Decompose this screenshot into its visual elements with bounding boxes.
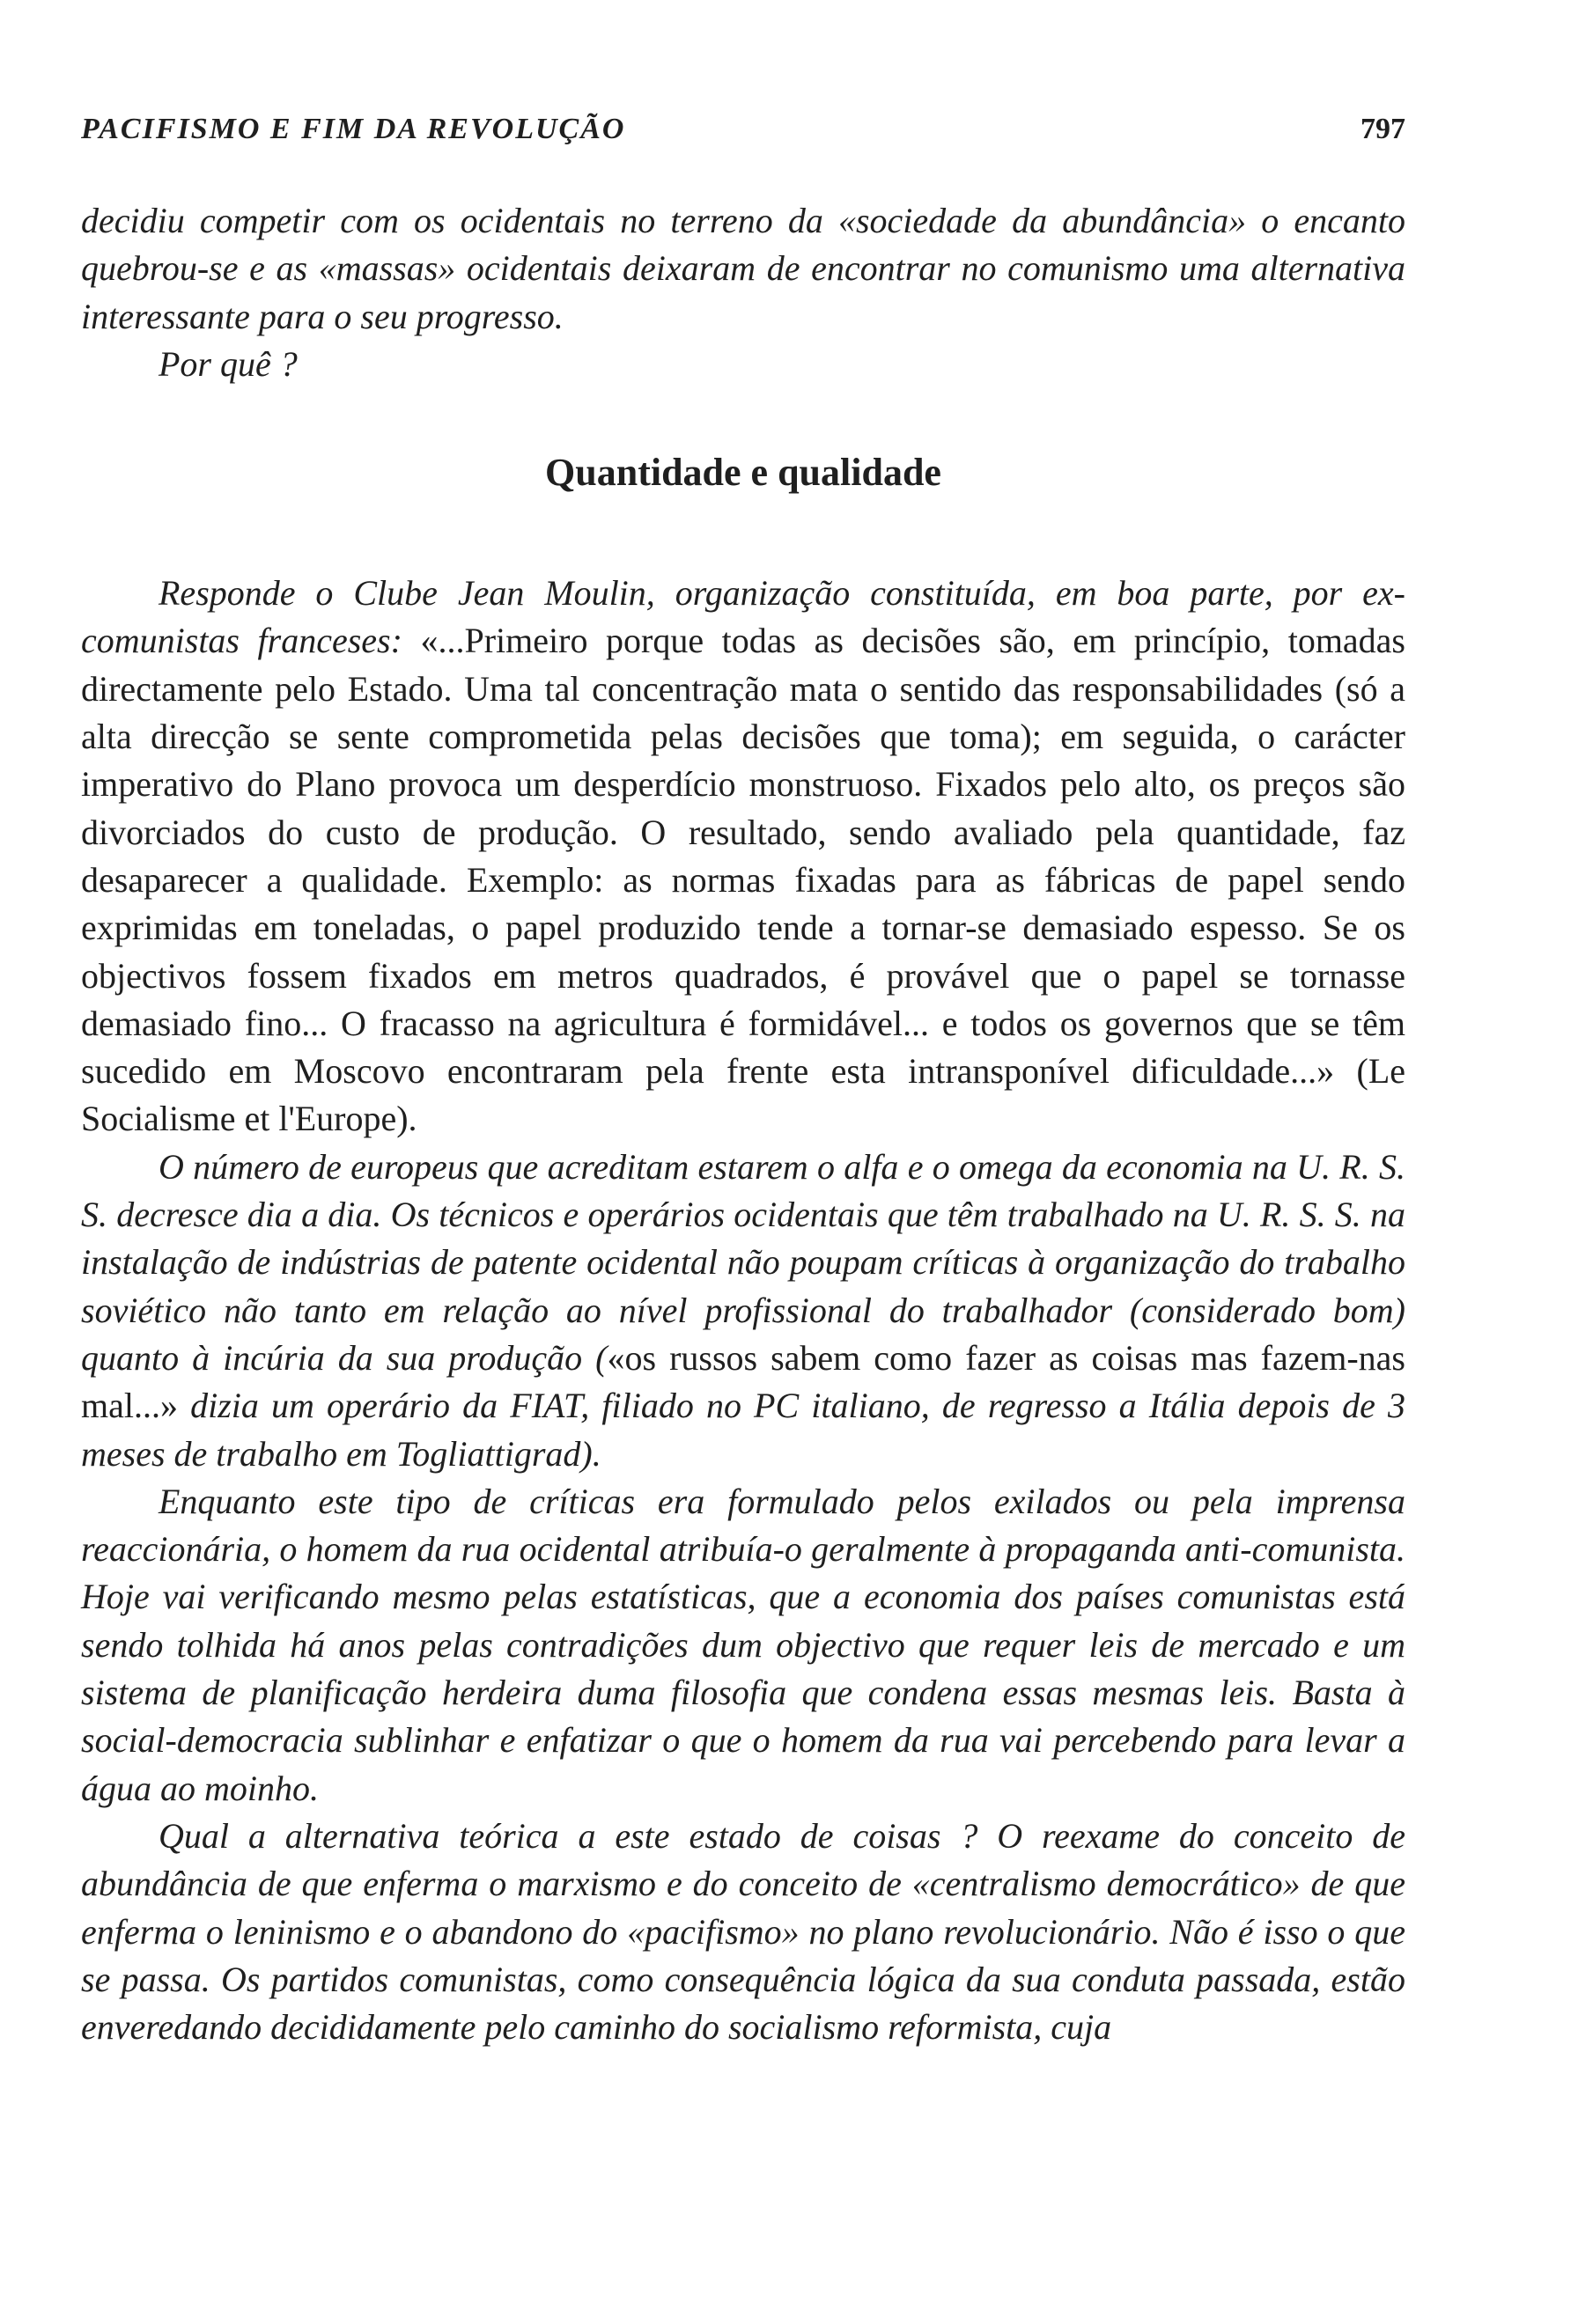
paragraph-workers-end: dizia um operário da FIAT, filiado no PC italiano, de regresso a Itália depois de 3 meses de trabalho em Togliattigrad). [81,1386,1405,1474]
running-title: PACIFISMO E FIM DA REVOLUÇÃO [81,113,626,145]
running-head [81,113,1405,157]
paragraph-continuation: decidiu competir com os ocidentais no terreno da «sociedade da abundância» o encanto quebrou-se e as «massas» ocidentais deixaram de encontrar no comunismo uma alternativa interessante para o seu progresso. [81,201,1405,336]
page-number: 797 [1360,113,1405,145]
quote-lead-in: Responde o Clube Jean Moulin, organização constituída, em boa parte, por ex-comunistas franceses: [81,573,1405,661]
worker-quote: «os russos sabem como fazer as coisas mas fazem-nas mal...» [81,1337,1405,1426]
paragraph-criticism: Enquanto este tipo de críticas era formulado pelos exilados ou pela imprensa reaccionária, o homem da rua ocidental atribuía-o geralmente à propaganda anti-comunista. Hoje vai verificando mesmo pelas estatísticas, que a economia dos países comunistas está sendo tolhida há anos pelas contradições dum objectivo que requer leis de mercado e um sistema de planificação herdeira duma filosofia que condena essas mesmas leis. Basta à social-democracia sublinhar e enfatizar o que o homem da rua vai percebendo para levar a água ao moinho. [81,1481,1405,1808]
paragraph-quote [81,570,1405,1144]
quoted-text: «...Primeiro porque todas as decisões são, em princípio, tomadas directamente pelo Estado. Uma tal concentração mata o sentido das responsabilidades (só a alta direcção se sente comprometida pelas decisões que toma); em seguida, o carácter imperativo do Plano provoca um desperdício monstruoso. Fixados pelo alto, os preços são divorciados do custo de produção. O resultado, sendo avaliado pela quantidade, faz desaparecer a qualidade. Exemplo: as normas fixadas para as fábricas de papel sendo exprimidas em toneladas, o papel produzido tende a tornar-se demasiado espesso. Se os objectivos fossem fixados em metros quadrados, é provável que o papel se tornasse demasiado fino... O fracasso na agricultura é formidável... e todos os governos que se têm sucedido em Moscovo encontraram pela frente esta intransponível dificuldade...» (Le Socialisme et l'Europe). [81,621,1406,1139]
paragraph-workers [81,1144,1405,1478]
paragraph-question: Por quê ? [159,343,298,384]
page-body [81,197,1405,2051]
paragraph-workers-text: O número de europeus que acreditam estarem o alfa e o omega da economia na U. R. S. S. decresce dia a dia. Os técnicos e operários ocidentais que têm trabalhado na U. R. S. S. na instalação de indústrias de patente ocidental não poupam críticas à organização do trabalho soviético não tanto em relação ao nível profissional do trabalhador (considerado bom) quanto à incúria da sua produção ( [81,1146,1405,1378]
paragraph-alternative: Qual a alternativa teórica a este estado de coisas ? O reexame do conceito de abundância de que enferma o marxismo e do conceito de «centralismo democrático» de que enferma o leninismo e o abandono do «pacifismo» no plano revolucionário. Não é isso o que se passa. Os partidos comunistas, como consequência lógica da sua conduta passada, estão enveredando decididamente pelo caminho do socialismo reformista, cuja [81,1815,1405,2048]
section-heading: Quantidade e qualidade [545,451,941,495]
